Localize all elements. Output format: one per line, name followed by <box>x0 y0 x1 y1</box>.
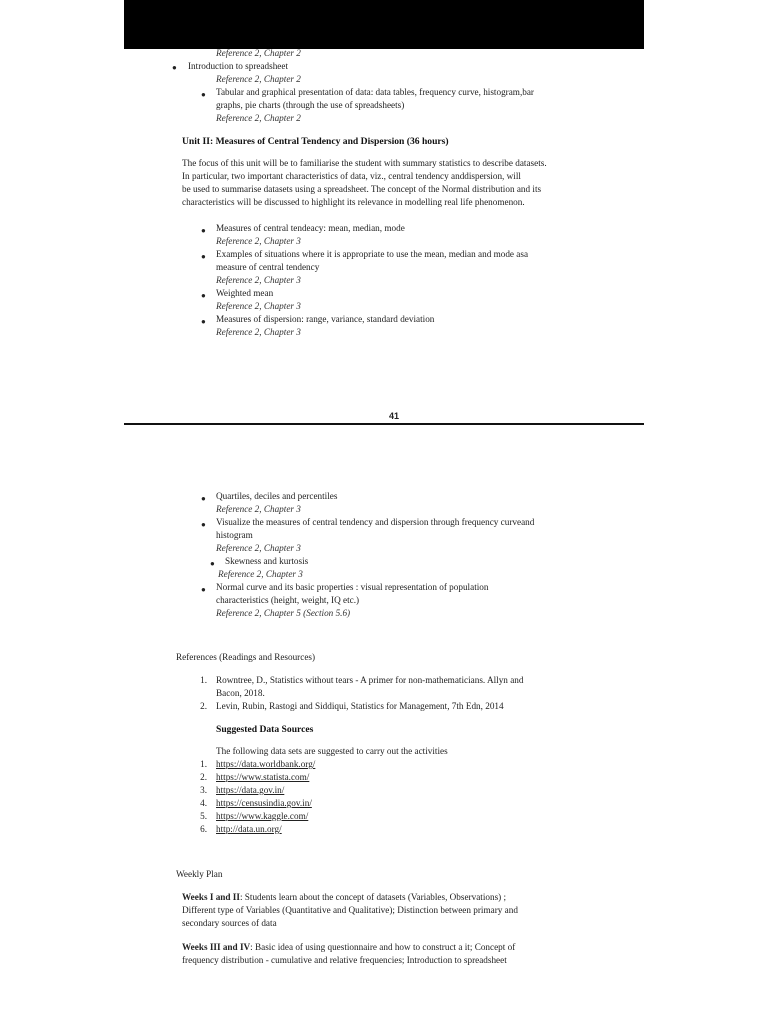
reference-note: Reference 2, Chapter 3 <box>216 504 301 514</box>
bullet: ● <box>201 494 206 503</box>
weekly-plan-heading: Weekly Plan <box>176 869 223 879</box>
page-divider <box>124 423 644 425</box>
data-source-link[interactable]: https://censusindia.gov.in/ <box>216 798 312 808</box>
data-source-link[interactable]: http://data.un.org/ <box>216 824 282 834</box>
data-source-link[interactable]: https://www.statista.com/ <box>216 772 310 782</box>
list-item-continuation: histogram <box>216 530 253 540</box>
data-source-link[interactable]: https://data.gov.in/ <box>216 785 285 795</box>
bullet: ● <box>201 226 206 235</box>
bullet: ● <box>201 520 206 529</box>
reference-note: Reference 2, Chapter 2 <box>216 113 301 123</box>
reference-note: Reference 2, Chapter 2 <box>216 74 301 84</box>
list-item-continuation: measure of central tendency <box>216 262 320 272</box>
data-source-link[interactable]: https://www.kaggle.com/ <box>216 811 309 821</box>
list-item: Quartiles, deciles and percentiles <box>216 491 338 501</box>
weekly-plan-line: secondary sources of data <box>182 918 277 928</box>
list-item: Measures of central tendeacy: mean, median, mode <box>216 223 405 233</box>
weekly-plan-entry <box>182 891 506 904</box>
bullet: ● <box>201 90 206 99</box>
list-item: Visualize the measures of central tendency and dispersion through frequency curveand <box>216 517 535 527</box>
weeks-text: : Basic idea of using questionnaire and how to construct a it; Concept of <box>250 942 516 952</box>
bullet: ● <box>201 585 206 594</box>
bullet: ● <box>172 63 177 72</box>
bullet: ● <box>210 559 215 568</box>
link-number: 5. <box>200 811 207 821</box>
data-sources-heading: Suggested Data Sources <box>216 724 314 735</box>
reference-note: Reference 2, Chapter 3 <box>216 275 301 285</box>
reference-note: Reference 2, Chapter 3 <box>216 327 301 337</box>
paragraph-line: characteristics will be discussed to highlight its relevance in modelling real life phenomenon. <box>182 197 525 207</box>
paragraph-line: The focus of this unit will be to familiarise the student with summary statistics to describe datasets. <box>182 158 547 168</box>
references-heading: References (Readings and Resources) <box>176 652 316 662</box>
list-item-continuation: graphs, pie charts (through the use of spreadsheets) <box>216 100 405 110</box>
list-item: Tabular and graphical presentation of data: data tables, frequency curve, histogram,bar <box>216 87 534 97</box>
redaction-bar <box>124 0 644 49</box>
bullet: ● <box>201 317 206 326</box>
link-number: 3. <box>200 785 207 795</box>
list-item: Skewness and kurtosis <box>225 556 309 566</box>
bullet: ● <box>201 291 206 300</box>
list-item: Normal curve and its basic properties : visual representation of population <box>216 582 489 592</box>
link-number: 1. <box>200 759 207 769</box>
data-sources-intro: The following data sets are suggested to carry out the activities <box>216 746 448 756</box>
reference-note: Reference 2, Chapter 3 <box>218 569 303 579</box>
weekly-plan-line: Different type of Variables (Quantitative and Qualitative); Distinction between primary and <box>182 905 518 915</box>
reference-note: Reference 2, Chapter 3 <box>216 301 301 311</box>
weekly-plan-entry <box>182 941 515 954</box>
paragraph-line: be used to summarise datasets using a spreadsheet. The concept of the Normal distribution and its <box>182 184 542 194</box>
reference-note: Reference 2, Chapter 3 <box>216 236 301 246</box>
weeks-label: Weeks I and II <box>182 892 240 902</box>
link-number: 6. <box>200 824 207 834</box>
reference-number: 2. <box>200 701 207 711</box>
reference-note: Reference 2, Chapter 3 <box>216 543 301 553</box>
section-heading: Unit II: Measures of Central Tendency and Dispersion (36 hours) <box>182 136 449 147</box>
list-item-continuation: characteristics (height, weight, IQ etc.) <box>216 595 360 605</box>
reference-number: 1. <box>200 675 207 685</box>
link-number: 2. <box>200 772 207 782</box>
list-item: Weighted mean <box>216 288 274 298</box>
bullet: ● <box>201 252 206 261</box>
data-source-link[interactable]: https://data.worldbank.org/ <box>216 759 316 769</box>
paragraph-line: In particular, two important characteristics of data, viz., central tendency anddispersion, will <box>182 171 521 181</box>
reference-entry: Rowntree, D., Statistics without tears - A primer for non-mathematicians. Allyn and <box>216 675 524 685</box>
link-number: 4. <box>200 798 207 808</box>
weekly-plan-line: frequency distribution - cumulative and relative frequencies; Introduction to spreadsheet <box>182 955 507 965</box>
reference-entry: Levin, Rubin, Rastogi and Siddiqui, Statistics for Management, 7th Edn, 2014 <box>216 701 504 711</box>
page-number: 41 <box>389 411 400 421</box>
weeks-label: Weeks III and IV <box>182 942 251 952</box>
weeks-text: : Students learn about the concept of datasets (Variables, Observations) ; <box>239 892 507 902</box>
reference-note: Reference 2, Chapter 5 (Section 5.6) <box>216 608 351 618</box>
reference-note: Reference 2, Chapter 2 <box>216 48 301 58</box>
list-item: Introduction to spreadsheet <box>188 61 289 71</box>
list-item: Examples of situations where it is appropriate to use the mean, median and mode asa <box>216 249 529 259</box>
list-item: Measures of dispersion: range, variance, standard deviation <box>216 314 435 324</box>
reference-entry-continuation: Bacon, 2018. <box>216 688 265 698</box>
